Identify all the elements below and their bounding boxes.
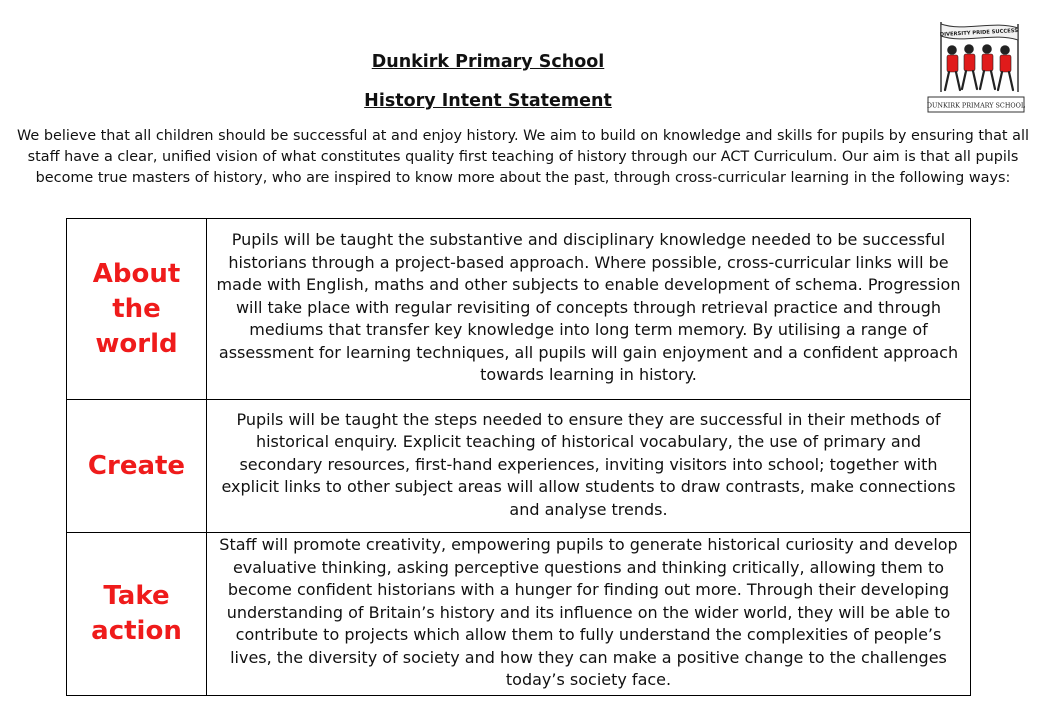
row-description: Pupils will be taught the substantive and disciplinary knowledge needed to be successful historians through a project-based approach. Where possible, cross-curricular links will be made with English, maths and other subjects to enable development of schema. Progression will take place with regular revisiting of concepts through retrieval practice and through mediums that transfer key knowledge into long term memory. By utilising a range of assessment for learning techniques, all pupils will gain enjoyment and a confident approach towards learning in history. [207,219,971,400]
row-label [67,400,207,533]
row-description: Pupils will be taught the steps needed to ensure they are successful in their methods of historical enquiry. Explicit teaching of historical vocabulary, the use of primary and secondary resources, first-hand experiences, inviting visitors into school; together with explicit links to other subject areas will allow students to draw contrasts, make connections and analyse trends. [207,400,971,533]
label-line: action [91,615,182,646]
logo-banner-text: DIVERSITY PRIDE SUCCESS [939,27,1019,39]
intent-table [66,218,971,696]
intro-paragraph: We believe that all children should be successful at and enjoy history. We aim to build on knowledge and skills for pupils by ensuring that all staff have a clear, unified vision of what constitutes quality first teaching of history through our ACT Curriculum. Our aim is that all pupils become true masters of history, who are inspired to know more about the past, through cross-curricular learning in the following ways: [17,128,1029,186]
school-name: Dunkirk Primary School [371,52,605,72]
label-line: Take [103,580,170,611]
row-label [67,533,207,696]
table-row [67,400,971,533]
table-row [67,533,971,696]
document-title: History Intent Statement [364,91,612,111]
label-line: About [92,258,181,289]
table-row [67,219,971,400]
label-line: the [112,293,161,324]
label-line: Create [87,450,186,481]
school-logo [924,16,1028,116]
logo-plaque-text: DUNKIRK PRIMARY SCHOOL [926,101,1026,110]
label-line: world [95,328,178,359]
row-label [67,219,207,400]
row-description: Staff will promote creativity, empowering pupils to generate historical curiosity and develop evaluative thinking, asking perceptive questions and thinking critically, allowing them to become confident historians with a hunger for finding out more. Through their developing understanding of Britain’s history and its influence on the wider world, they will be able to contribute to projects which allow them to fully understand the complexities of people’s lives, the diversity of society and how they can make a positive change to the challenges today’s society face. [207,533,971,696]
